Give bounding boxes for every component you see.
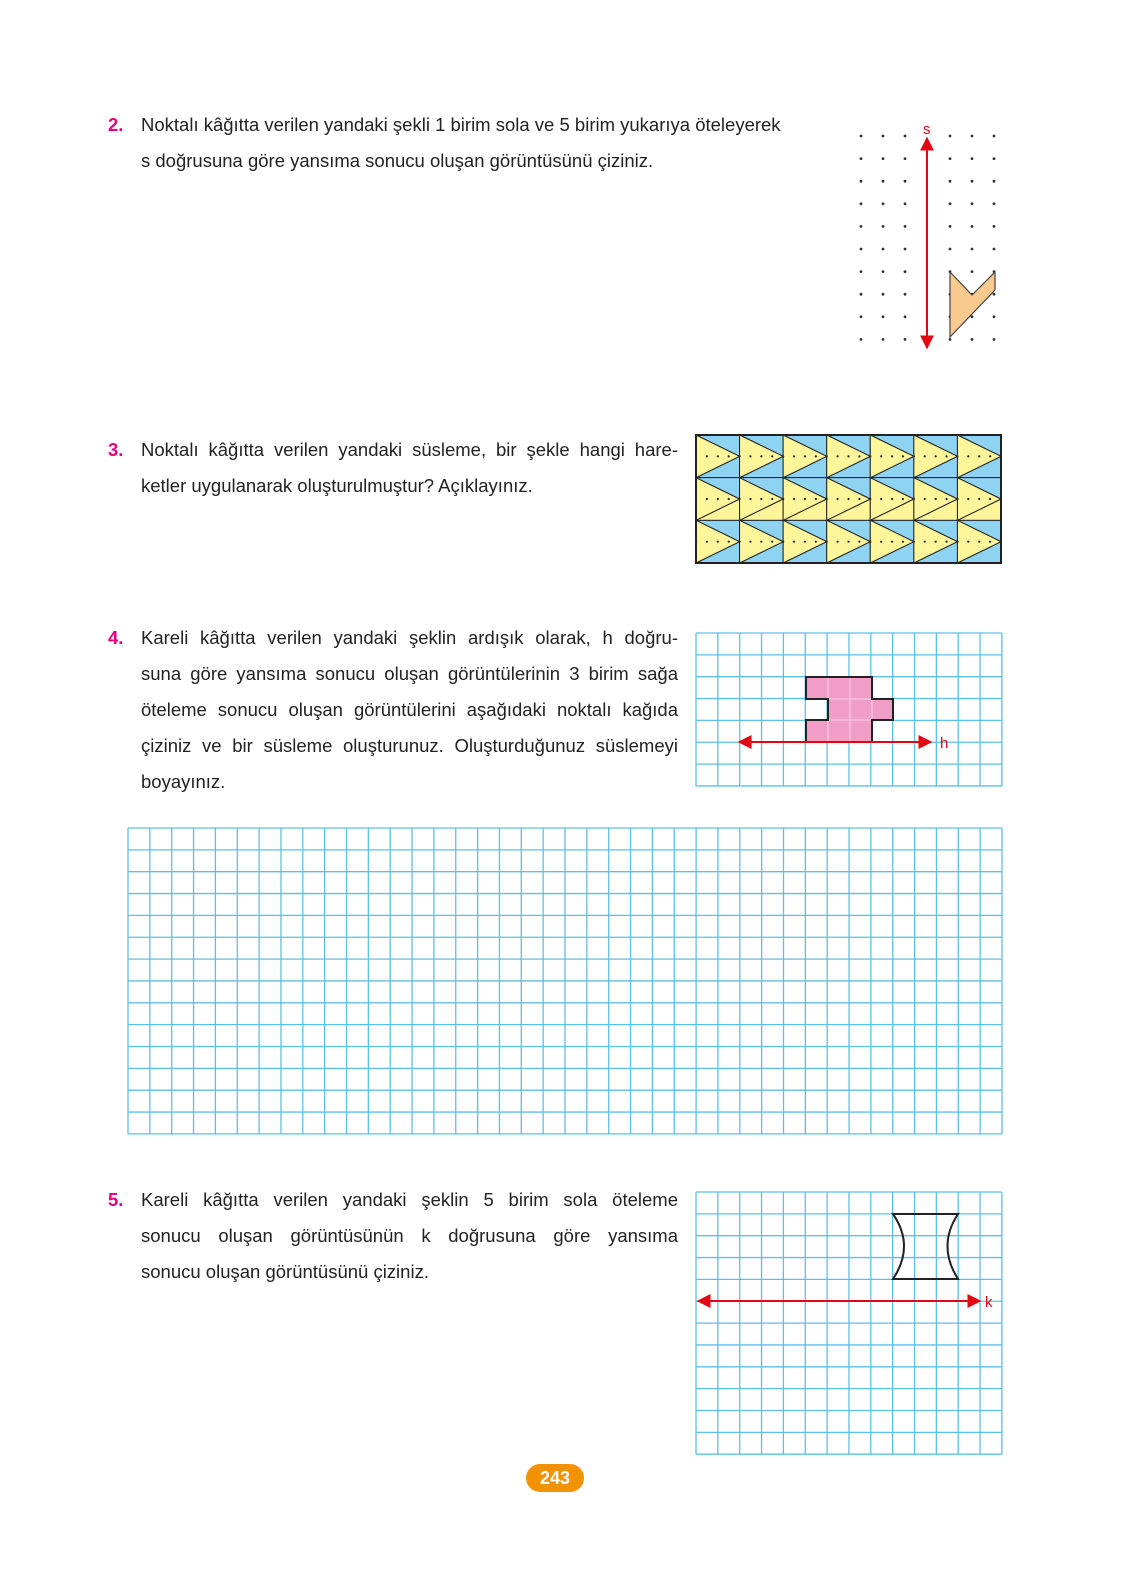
paper-dot [989, 541, 991, 543]
paper-dot [971, 248, 974, 251]
paper-dot [858, 455, 860, 457]
paper-dot [956, 455, 958, 457]
paper-dot [882, 338, 885, 341]
paper-dot [913, 541, 915, 543]
paper-dot [749, 455, 751, 457]
paper-dot [935, 498, 937, 500]
question-text-line: çiziniz ve bir süsleme oluşturunuz. Oluşturduğunuz süslemeyi [141, 735, 678, 756]
paper-dot [880, 541, 882, 543]
paper-dot [967, 455, 969, 457]
paper-dot [760, 498, 762, 500]
paper-dot [989, 455, 991, 457]
paper-dot [904, 180, 907, 183]
paper-dot [706, 498, 708, 500]
paper-dot [804, 541, 806, 543]
paper-dot [949, 180, 952, 183]
paper-dot [847, 455, 849, 457]
paper-dot [956, 498, 958, 500]
paper-dot [904, 202, 907, 205]
paper-dot [869, 455, 871, 457]
paper-dot [993, 315, 996, 318]
paper-dot [760, 541, 762, 543]
question-number: 5. [108, 1189, 124, 1210]
paper-dot [904, 315, 907, 318]
paper-dot [782, 455, 784, 457]
paper-dot [749, 541, 751, 543]
q3-tessellation [695, 435, 1002, 563]
paper-dot [993, 338, 996, 341]
paper-dot [971, 135, 974, 138]
paper-dot [904, 135, 907, 138]
paper-dot [971, 157, 974, 160]
question-text-line: suna göre yansıma sonucu oluşan görüntülerinin 3 birim sağa [141, 663, 678, 684]
question-text-line: Kareli kâğıtta verilen yandaki şeklin ardışık olarak, h doğru- [141, 627, 678, 648]
paper-dot [904, 248, 907, 251]
question-text-line: s doğrusuna göre yansıma sonucu oluşan görüntüsünü çiziniz. [141, 150, 654, 171]
paper-dot [717, 455, 719, 457]
paper-dot [971, 338, 974, 341]
q5-shape [893, 1214, 958, 1279]
paper-dot [882, 225, 885, 228]
paper-dot [860, 270, 863, 273]
paper-dot [882, 293, 885, 296]
paper-dot [782, 541, 784, 543]
paper-dot [967, 541, 969, 543]
paper-dot [847, 498, 849, 500]
paper-dot [771, 455, 773, 457]
paper-dot [760, 455, 762, 457]
paper-dot [993, 180, 996, 183]
paper-dot [738, 498, 740, 500]
paper-dot [945, 498, 947, 500]
paper-dot [913, 455, 915, 457]
paper-dot [860, 293, 863, 296]
paper-dot [793, 455, 795, 457]
paper-dot [882, 135, 885, 138]
paper-dot [949, 225, 952, 228]
paper-dot [891, 498, 893, 500]
paper-dot [860, 338, 863, 341]
page-number-badge: 243 [526, 1464, 584, 1492]
question-text-line: Noktalı kâğıtta verilen yandaki süsleme, bir şekle hangi hare- [141, 439, 678, 460]
paper-dot [749, 498, 751, 500]
paper-dot [793, 541, 795, 543]
paper-dot [837, 541, 839, 543]
paper-dot [882, 270, 885, 273]
paper-dot [860, 157, 863, 160]
paper-dot [793, 498, 795, 500]
paper-dot [924, 498, 926, 500]
question-text-line: sonucu oluşan görüntüsünü çiziniz. [141, 1261, 429, 1282]
q4-h-label: h [940, 735, 949, 752]
paper-dot [902, 455, 904, 457]
paper-dot [913, 498, 915, 500]
paper-dot [815, 541, 817, 543]
paper-dot [869, 541, 871, 543]
paper-dot [717, 541, 719, 543]
paper-dot [935, 455, 937, 457]
question-text-line: boyayınız. [141, 771, 226, 792]
question-text-line: ketler uygulanarak oluşturulmuştur? Açıklayınız. [141, 475, 533, 496]
paper-dot [902, 498, 904, 500]
paper-dot [882, 248, 885, 251]
paper-dot [882, 157, 885, 160]
paper-dot [717, 498, 719, 500]
paper-dot [904, 157, 907, 160]
drawing-grid [128, 828, 1002, 1134]
question-text-line: sonucu oluşan görüntüsünün k doğrusuna göre yansıma [141, 1225, 678, 1246]
paper-dot [860, 202, 863, 205]
paper-dot [706, 455, 708, 457]
paper-dot [880, 455, 882, 457]
q2-s-label: s [923, 121, 931, 138]
paper-dot [904, 270, 907, 273]
paper-dot [782, 498, 784, 500]
paper-dot [971, 225, 974, 228]
paper-dot [891, 541, 893, 543]
paper-dot [993, 248, 996, 251]
paper-dot [860, 248, 863, 251]
paper-dot [978, 455, 980, 457]
paper-dot [904, 293, 907, 296]
paper-dot [880, 498, 882, 500]
paper-dot [860, 180, 863, 183]
paper-dot [949, 135, 952, 138]
paper-dot [837, 455, 839, 457]
paper-dot [891, 455, 893, 457]
paper-dot [949, 202, 952, 205]
question-number: 4. [108, 627, 124, 648]
paper-dot [804, 498, 806, 500]
paper-dot [924, 455, 926, 457]
paper-dot [956, 541, 958, 543]
paper-dot [860, 315, 863, 318]
paper-dot [978, 541, 980, 543]
paper-dot [949, 338, 952, 341]
question-number: 3. [108, 439, 124, 460]
paper-dot [882, 180, 885, 183]
paper-dot [826, 455, 828, 457]
question-text-line: Noktalı kâğıtta verilen yandaki şekli 1 birim sola ve 5 birim yukarıya öteleyerek [141, 114, 781, 135]
paper-dot [738, 455, 740, 457]
paper-dot [815, 498, 817, 500]
q2-shape [950, 272, 995, 337]
paper-dot [904, 225, 907, 228]
q4-grid [696, 633, 1002, 786]
paper-dot [904, 338, 907, 341]
paper-dot [949, 248, 952, 251]
paper-dot [728, 541, 730, 543]
paper-dot [924, 541, 926, 543]
paper-dot [771, 498, 773, 500]
paper-dot [858, 498, 860, 500]
question-text-line: öteleme sonucu oluşan görüntülerini aşağıdaki noktalı kağıda [141, 699, 678, 720]
question-text-line: Kareli kâğıtta verilen yandaki şeklin 5 birim sola öteleme [141, 1189, 678, 1210]
paper-dot [978, 498, 980, 500]
paper-dot [738, 541, 740, 543]
paper-dot [826, 498, 828, 500]
paper-dot [945, 541, 947, 543]
paper-dot [847, 541, 849, 543]
paper-dot [993, 202, 996, 205]
paper-dot [993, 135, 996, 138]
paper-dot [728, 498, 730, 500]
paper-dot [902, 541, 904, 543]
paper-dot [935, 541, 937, 543]
paper-dot [804, 455, 806, 457]
paper-dot [860, 225, 863, 228]
paper-dot [826, 541, 828, 543]
paper-dot [882, 202, 885, 205]
q5-grid [696, 1192, 1002, 1454]
paper-dot [993, 157, 996, 160]
paper-dot [971, 180, 974, 183]
paper-dot [993, 293, 996, 296]
paper-dot [728, 455, 730, 457]
paper-dot [706, 541, 708, 543]
paper-dot [945, 455, 947, 457]
paper-dot [967, 498, 969, 500]
paper-dot [989, 498, 991, 500]
paper-dot [949, 157, 952, 160]
paper-dot [993, 225, 996, 228]
paper-dot [837, 498, 839, 500]
paper-dot [815, 455, 817, 457]
paper-dot [869, 498, 871, 500]
paper-dot [882, 315, 885, 318]
paper-dot [771, 541, 773, 543]
paper-dot [860, 135, 863, 138]
paper-dot [971, 202, 974, 205]
q5-k-label: k [985, 1294, 993, 1311]
paper-dot [858, 541, 860, 543]
question-number: 2. [108, 114, 124, 135]
paper-dot [971, 270, 974, 273]
